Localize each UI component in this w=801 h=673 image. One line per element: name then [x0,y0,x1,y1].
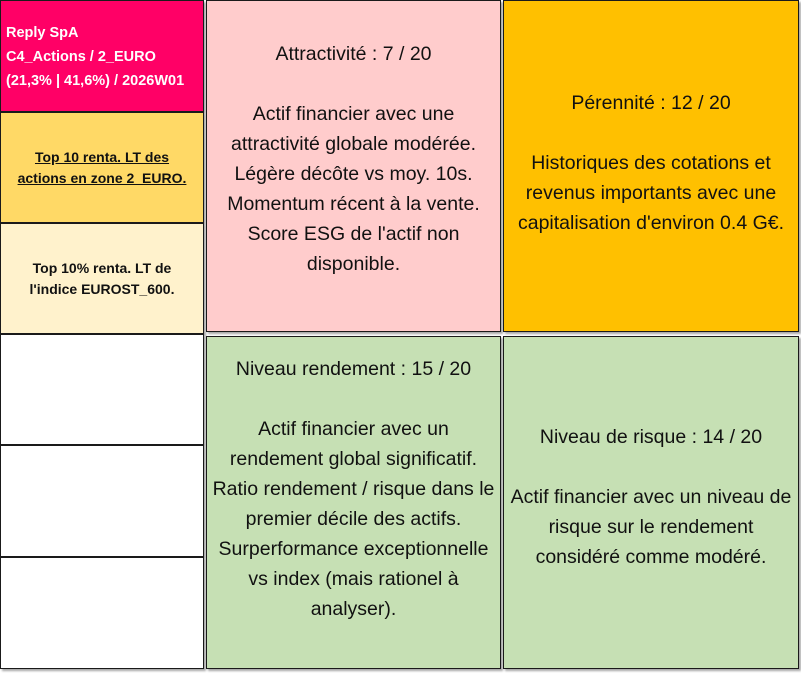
top10-zone-line1: Top 10 renta. LT des [34,148,170,165]
rendement-line: rendement global significatif. [229,448,478,470]
risque-title: Niveau de risque : 14 / 20 [539,426,763,448]
attractivite-line: Actif financier avec une [252,103,455,125]
header-cell [0,0,204,112]
rendement-line: Actif financier avec un [258,418,449,440]
attractivite-line: Légère décôte vs moy. 10s. [234,163,473,185]
rendement-title: Niveau rendement : 15 / 20 [235,358,472,380]
risque-line: risque sur le rendement [548,516,754,538]
rendement-line: analyser). [310,598,397,620]
asset-stats: (21,3% | 41,6%) / 2026W01 [6,73,185,89]
attractivite-line: attractivité globale modérée. [231,133,476,155]
perennite-title: Pérennité : 12 / 20 [571,92,731,114]
risque-line: considéré comme modéré. [535,546,767,568]
attractivite-cell [206,0,501,332]
attractivite-line: Score ESG de l'actif non [247,223,460,245]
top10pct-index-badge [0,223,204,334]
perennite-line: Historiques des cotations et [531,152,771,174]
top10pct-index-line2: l'indice EUROST_600. [29,280,175,297]
top10-zone-badge [0,112,204,223]
empty-cell-1 [0,334,204,445]
rendement-line: Surperformance exceptionnelle [218,538,489,560]
risque-line: Actif financier avec un niveau de [510,486,792,508]
empty-cell-2 [0,445,204,557]
rendement-line: vs index (mais rationel à [248,568,459,590]
top10-zone-line2: actions en zone 2_EURO. [17,169,187,186]
asset-name: Reply SpA [6,25,79,41]
attractivite-title: Attractivité : 7 / 20 [275,43,432,65]
risque-cell [503,336,799,669]
rendement-cell [206,336,501,669]
rendement-line: Ratio rendement / risque dans le [212,478,495,500]
attractivite-line: Momentum récent à la vente. [227,193,480,215]
perennite-line: revenus importants avec une [525,182,777,204]
perennite-cell [503,0,799,332]
top10pct-index-line1: Top 10% renta. LT de [32,259,172,276]
attractivite-line: disponible. [306,253,401,275]
empty-cell-3 [0,557,204,669]
perennite-line: capitalisation d'environ 0.4 G€. [517,212,785,234]
rendement-line: premier décile des actifs. [245,508,462,530]
asset-category: C4_Actions / 2_EURO [6,49,156,65]
